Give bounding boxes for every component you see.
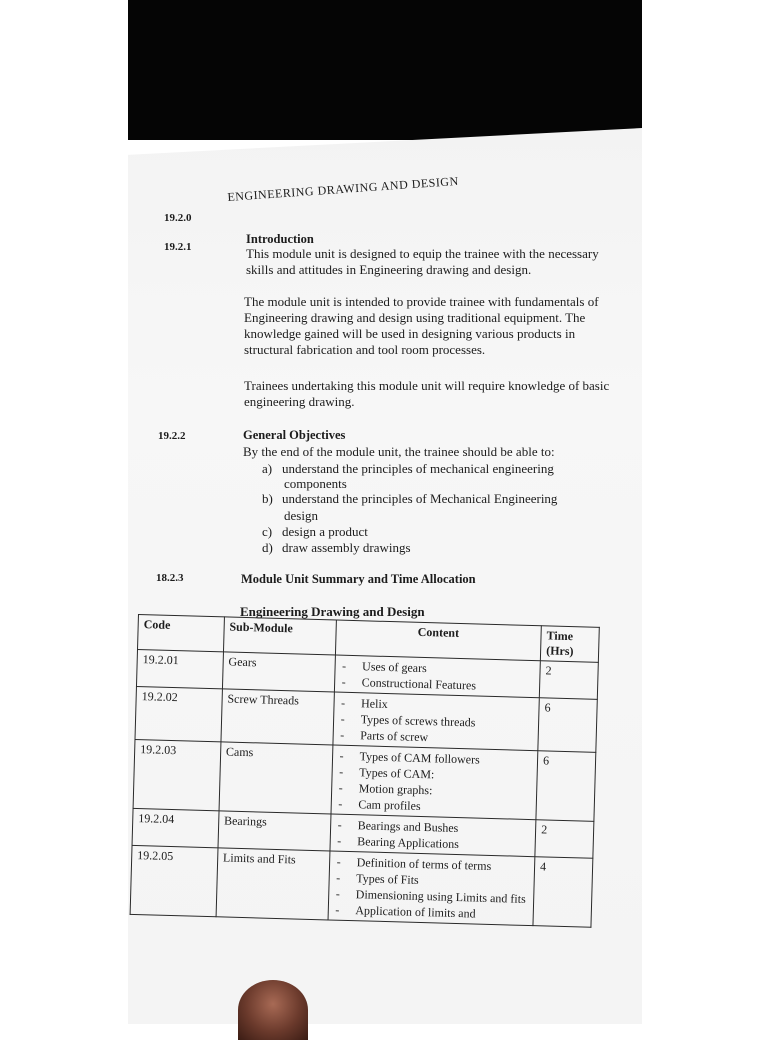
objective-marker: d) — [262, 540, 273, 555]
section-number: 18.2.3 — [156, 572, 184, 584]
cell-content — [329, 814, 535, 857]
dark-background — [128, 0, 642, 140]
section-number: 19.2.1 — [164, 241, 192, 253]
objective-text: draw assembly drawings — [282, 540, 411, 555]
cell-code: 19.2.03 — [133, 739, 221, 810]
cell-sub-module: Cams — [219, 742, 333, 814]
cell-sub-module: Screw Threads — [221, 689, 334, 745]
content-item: - Cam profiles — [336, 796, 531, 817]
intro-paragraph: Trainees undertaking this module unit will require knowledge of basic engineering drawing. — [244, 378, 610, 409]
cell-time: 2 — [535, 820, 594, 859]
content-item: - Types of CAM: — [337, 764, 532, 785]
section-heading: General Objectives — [243, 428, 346, 442]
content-item: - Helix — [339, 695, 534, 716]
cell-content — [331, 745, 538, 820]
objective-text: understand the principles of mechanical engineering — [282, 461, 554, 476]
cell-time: 2 — [539, 661, 598, 700]
header-time: Time (Hrs) — [540, 626, 599, 663]
cell-content — [328, 851, 535, 926]
document-title: ENGINEERING DRAWING AND DESIGN — [226, 173, 460, 205]
content-item: - Constructional Features — [339, 674, 534, 695]
header-content: Content — [335, 620, 541, 661]
header-code: Code — [138, 615, 225, 652]
cell-time: 4 — [533, 857, 593, 928]
content-item: - Bearing Applications — [335, 833, 530, 854]
objective-text: design a product — [282, 524, 368, 539]
cell-code: 19.2.05 — [130, 845, 218, 916]
objective-marker: b) — [262, 491, 273, 506]
content-item: - Types of screws threads — [338, 711, 533, 732]
module-summary-table — [130, 614, 600, 928]
section-heading: Introduction — [246, 232, 314, 246]
intro-paragraph: This module unit is designed to equip the trainee with the necessary skills and attitudes in Engineering drawing and design. — [246, 246, 599, 277]
cell-time: 6 — [536, 751, 596, 822]
content-item: - Bearings and Bushes — [336, 817, 531, 838]
content-item: - Types of Fits — [334, 870, 529, 891]
objectives-lead: By the end of the module unit, the trainee should be able to: — [243, 444, 555, 459]
objective-item — [262, 524, 368, 540]
content-item: - Application of limits and — [333, 902, 528, 923]
objective-item — [262, 540, 411, 556]
objective-continuation: components — [284, 476, 347, 491]
table-row — [130, 845, 593, 927]
objective-text: understand the principles of Mechanical Engineering — [282, 491, 558, 506]
objective-continuation: design — [284, 508, 318, 523]
content-item: - Parts of screw — [338, 727, 533, 748]
header-sub-module: Sub-Module — [223, 617, 336, 655]
objective-item — [262, 461, 554, 477]
objective-marker: c) — [262, 524, 273, 539]
content-item: - Definition of terms of terms — [334, 854, 529, 875]
table-row — [133, 739, 596, 821]
cell-time: 6 — [538, 698, 597, 753]
content-item: - Motion graphs: — [337, 780, 532, 801]
objective-item — [262, 491, 557, 507]
cell-content — [332, 692, 539, 751]
thumb-photo — [238, 980, 308, 1040]
cell-sub-module: Bearings — [218, 811, 331, 851]
cell-content — [334, 655, 540, 698]
cell-code: 19.2.04 — [132, 808, 219, 847]
cell-code: 19.2.01 — [136, 650, 223, 689]
table-title: Engineering Drawing and Design — [240, 604, 425, 619]
cell-sub-module: Limits and Fits — [216, 848, 330, 920]
section-number: 19.2.2 — [158, 430, 186, 442]
section-heading: Module Unit Summary and Time Allocation — [241, 572, 476, 586]
content-item: - Types of CAM followers — [337, 748, 532, 769]
content-item: - Uses of gears — [340, 658, 535, 679]
section-number: 19.2.0 — [164, 212, 192, 224]
intro-paragraph: The module unit is intended to provide trainee with fundamentals of Engineering drawing and design using traditional equipment. The knowledge gained will be used in designing various products in structural fabrication and tool room processes. — [244, 294, 599, 357]
content-item: - Dimensioning using Limits and fits — [334, 886, 529, 907]
objective-marker: a) — [262, 461, 273, 476]
cell-sub-module: Gears — [222, 652, 335, 692]
cell-code: 19.2.02 — [135, 686, 222, 741]
